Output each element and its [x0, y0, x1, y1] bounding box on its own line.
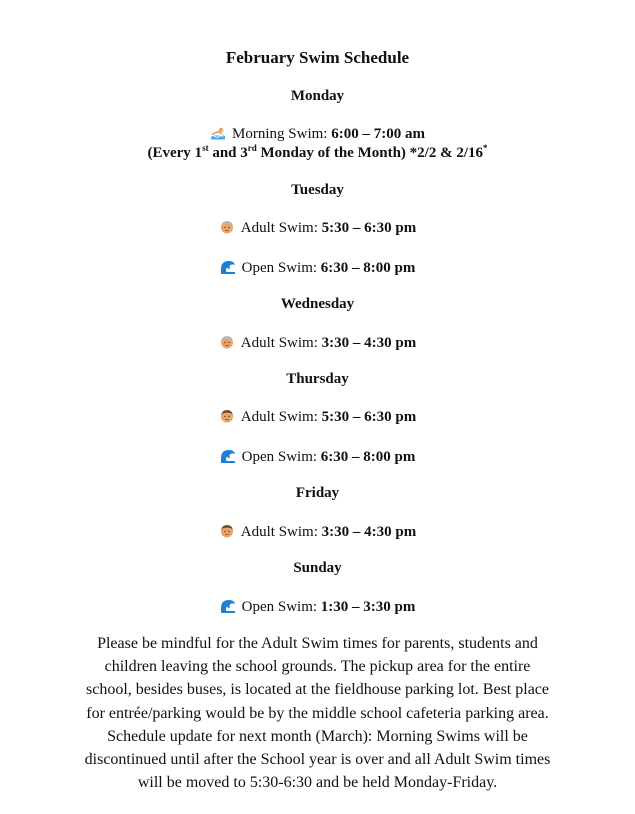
schedule-entry: [0, 523, 635, 541]
day-heading-wednesday: Wednesday: [280, 296, 355, 312]
entry-time: 3:30 – 4:30 pm: [321, 524, 417, 540]
older-adult-icon: [219, 219, 235, 235]
page-title: February Swim Schedule: [225, 48, 410, 67]
entry-time: 6:00 – 7:00 am: [331, 126, 425, 142]
schedule-entry: [0, 598, 635, 616]
wave-icon: [220, 448, 236, 464]
entry-label: Open Swim:: [241, 449, 318, 465]
note-superscript: st: [202, 143, 209, 153]
entry-label: Morning Swim:: [232, 126, 328, 142]
wave-icon: [220, 598, 236, 614]
older-adult-icon: [219, 334, 235, 350]
swimmer-icon: [210, 125, 226, 141]
note-superscript: *: [483, 143, 488, 153]
entry-label: Open Swim:: [241, 599, 318, 615]
adult-face-icon: [219, 408, 235, 424]
footer-line: school, besides buses, is located at the fieldhouse parking lot. Best place: [86, 681, 549, 699]
entry-label: Adult Swim:: [240, 335, 318, 351]
wave-icon: [220, 259, 236, 275]
entry-time: 1:30 – 3:30 pm: [320, 599, 416, 615]
entry-label: Adult Swim:: [240, 524, 318, 540]
schedule-entry: [0, 408, 635, 426]
entry-time: 3:30 – 4:30 pm: [321, 335, 417, 351]
entry-label: Open Swim:: [241, 260, 318, 276]
note-part: Monday of the Month) *2/2 & 2/16: [256, 145, 483, 161]
footer-paragraph: [30, 632, 605, 794]
day-heading-thursday: Thursday: [286, 371, 349, 387]
note-part: (Every 1: [147, 145, 203, 161]
day-heading-sunday: Sunday: [293, 560, 342, 576]
footer-line: children leaving the school grounds. The pickup area for the entire: [104, 658, 531, 676]
day-heading-friday: Friday: [295, 485, 340, 501]
footer-line: Schedule update for next month (March): Morning Swims will be: [107, 727, 528, 745]
note-part: and 3: [208, 145, 248, 161]
schedule-entry: [0, 219, 635, 237]
entry-time: 5:30 – 6:30 pm: [321, 409, 417, 425]
day-heading-monday: Monday: [290, 88, 345, 104]
footer-line: for entrée/parking would be by the middle school cafeteria parking area.: [86, 704, 549, 722]
monday-note: [0, 145, 635, 162]
schedule-entry: [0, 448, 635, 466]
footer-line: will be moved to 5:30-6:30 and be held Monday-Friday.: [137, 774, 498, 792]
schedule-entry: [0, 259, 635, 277]
footer-line: discontinued until after the School year is over and all Adult Swim times: [84, 751, 551, 769]
footer-line: Please be mindful for the Adult Swim times for parents, students and: [97, 635, 538, 652]
entry-time: 6:30 – 8:00 pm: [320, 260, 416, 276]
note-superscript: rd: [247, 143, 257, 153]
entry-label: Adult Swim:: [240, 220, 318, 236]
entry-label: Adult Swim:: [240, 409, 318, 425]
day-heading-tuesday: Tuesday: [291, 182, 344, 198]
entry-time: 5:30 – 6:30 pm: [321, 220, 417, 236]
entry-time: 6:30 – 8:00 pm: [320, 449, 416, 465]
schedule-entry: [0, 125, 635, 143]
adult-face-icon: [219, 523, 235, 539]
schedule-entry: [0, 334, 635, 352]
